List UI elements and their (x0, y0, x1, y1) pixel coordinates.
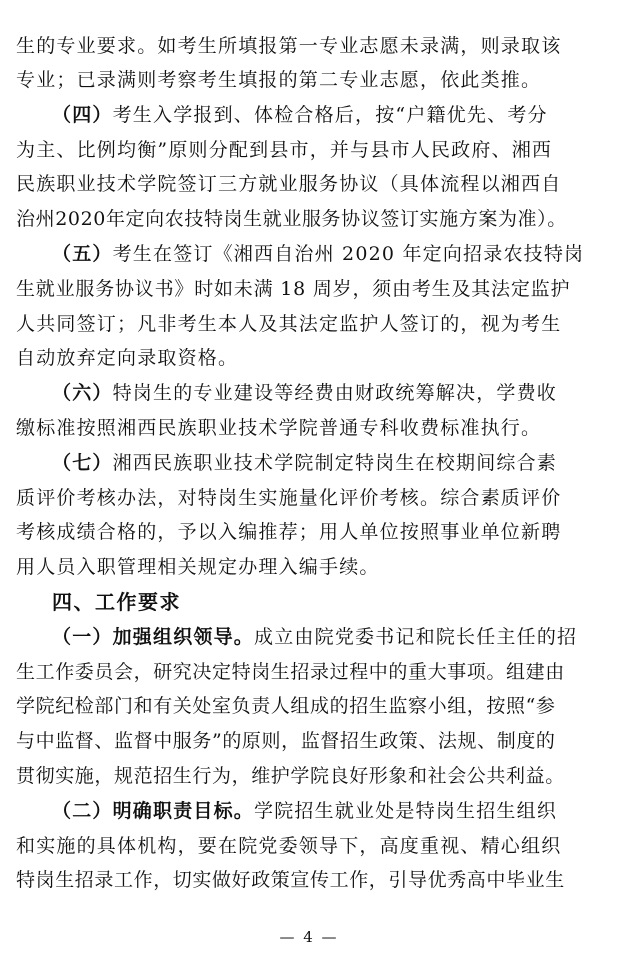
text-line: 考核成绩合格的，予以入编推荐；用人单位按照事业单位新聘 (16, 521, 562, 543)
text-span: 学院招生就业处是特岗生招生组织 (254, 800, 558, 822)
subsection-title: （二）明确职责目标。 (52, 800, 255, 822)
paragraph-number: （六） (52, 382, 113, 404)
text-line: 学院纪检部门和有关处室负责人组成的招生监察小组，按照“参 (16, 695, 556, 717)
text-line: 用人员入职管理相关规定办理入编手续。 (16, 556, 380, 578)
text-line: 与中监督、监督中服务”的原则，监督招生政策、法规、制度的 (16, 730, 556, 752)
paragraph-7-line (52, 451, 618, 475)
text-line: 生就业服务协议书》时如未满 18 周岁，须由考生及其法定监护 (16, 278, 571, 300)
text-line: 为主、比例均衡”原则分配到县市，并与县市人民政府、湘西 (16, 139, 553, 161)
subsection-1-line (52, 625, 618, 649)
paragraph-4-line (52, 103, 618, 127)
text-line: 和实施的具体机构，要在院党委领导下，高度重视、精心组织 (16, 835, 562, 857)
text-span: 特岗生的专业建设等经费由财政统筹解决，学费收 (112, 382, 558, 404)
paragraph-6-line (52, 381, 618, 405)
subsection-title: （一）加强组织领导。 (52, 626, 255, 648)
text-span: 考生在签订《湘西自治州 2020 年定向招录农技特岗 (112, 243, 585, 265)
section-heading: 四、工作要求 (52, 590, 181, 614)
subsection-2-line (52, 799, 618, 823)
text-line: 生工作委员会，研究决定特岗生招录过程中的重大事项。组建由 (16, 661, 565, 683)
page-number: — 4 — (279, 928, 339, 946)
text-span: 湘西民族职业技术学院制定特岗生在校期间综合素 (112, 452, 558, 474)
text-line: 自动放弃定向录取资格。 (16, 347, 239, 369)
text-line: 人共同签订；凡非考生本人及其法定监护人签订的，视为考生 (16, 313, 562, 335)
paragraph-number: （七） (52, 452, 113, 474)
paragraph-number: （四） (52, 104, 113, 126)
paragraph-number: （五） (52, 243, 113, 265)
text-line: 缴标准按照湘西民族职业技术学院普通专科收费标准执行。 (16, 417, 542, 439)
text-line: 专业；已录满则考察考生填报的第二专业志愿，依此类推。 (16, 69, 542, 91)
text-span: 成立由院党委书记和院长任主任的招 (254, 626, 578, 648)
paragraph-5-line (52, 242, 618, 266)
text-line: 贯彻实施，规范招生行为，维护学院良好形象和社会公共利益。 (16, 765, 565, 787)
text-line: 质评价考核办法，对特岗生实施量化评价考核。综合素质评价 (16, 487, 562, 509)
text-line: 治州2020年定向农技特岗生就业服务协议签订实施方案为准）。 (16, 208, 567, 230)
text-line: 生的专业要求。如考生所填报第一专业志愿未录满，则录取该 (16, 35, 562, 57)
text-line: 民族职业技术学院签订三方就业服务协议（具体流程以湘西自 (16, 173, 562, 195)
text-span: 考生入学报到、体检合格后，按“户籍优先、考分 (112, 104, 548, 126)
text-line: 特岗生招录工作，切实做好政策宣传工作，引导优秀高中毕业生 (16, 869, 565, 891)
